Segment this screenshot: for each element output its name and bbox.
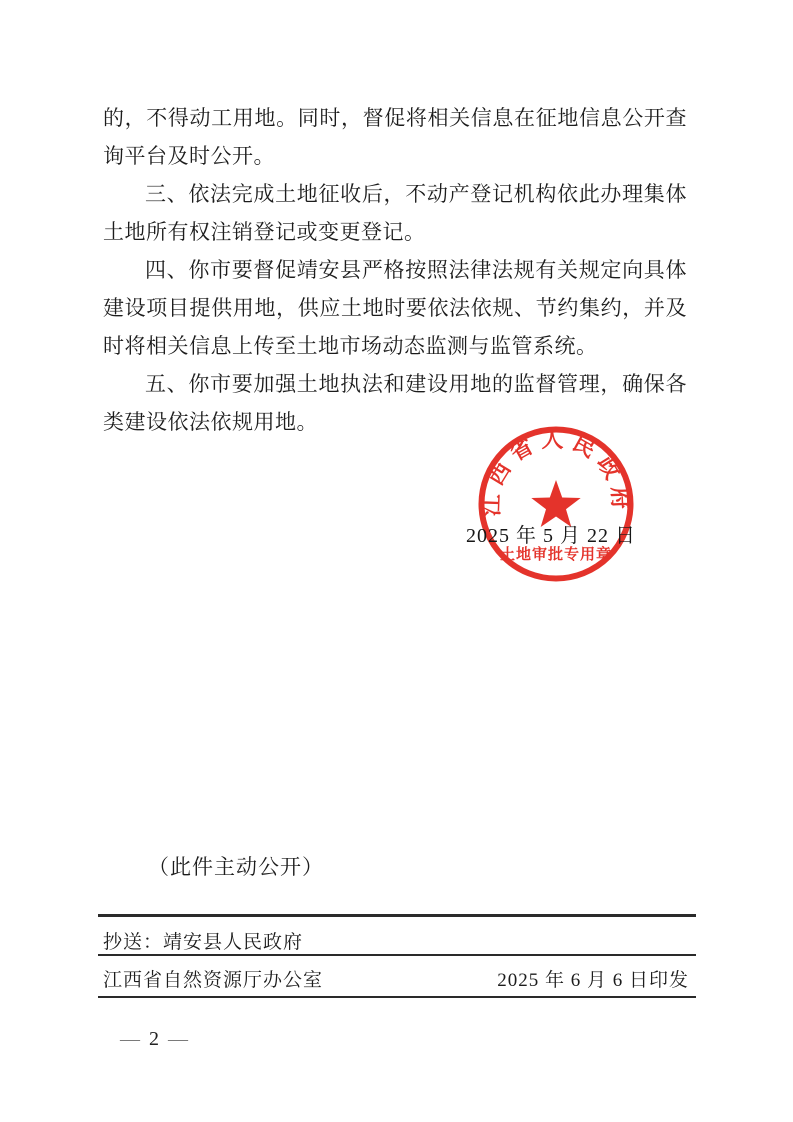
body-paragraph: 五、你市要加强土地执法和建设用地的监督管理，确保各类建设依法依规用地。 [103,372,687,434]
official-seal [476,424,636,584]
footer-issuer: 江西省自然资源厅办公室 [103,970,324,991]
footer-cc-line: 抄送：靖安县人民政府 [103,932,304,953]
footer-print-date: 2025 年 6 月 6 日印发 [497,970,689,991]
footer-divider-bottom [98,996,696,998]
disclosure-note: （此件主动公开） [148,855,324,879]
page-number-value: 2 [149,1028,159,1050]
page-number-dash: — [168,1028,188,1050]
seal-graphic [476,424,636,584]
document-date: 2025 年 5 月 22 日 [466,525,636,547]
page-number [120,1028,188,1051]
document-body [103,99,687,441]
seal-bottom-text: 土地审批专用章 [499,547,613,563]
body-paragraph: 三、依法完成土地征收后，不动产登记机构依此办理集体土地所有权注销登记或变更登记。 [103,182,687,244]
footer-divider-top [98,914,696,917]
body-paragraph: 四、你市要督促靖安县严格按照法律法规有关规定向具体建设项目提供用地，供应土地时要依法依规、节约集约，并及时将相关信息上传至土地市场动态监测与监管系统。 [103,258,687,358]
body-paragraph: 的，不得动工用地。同时，督促将相关信息在征地信息公开查询平台及时公开。 [103,106,687,168]
seal-ring-text: 江西省人民政府 [478,427,634,517]
footer-divider-middle [98,954,696,956]
footer-issuer-row [103,965,689,992]
page-number-dash: — [120,1028,140,1050]
